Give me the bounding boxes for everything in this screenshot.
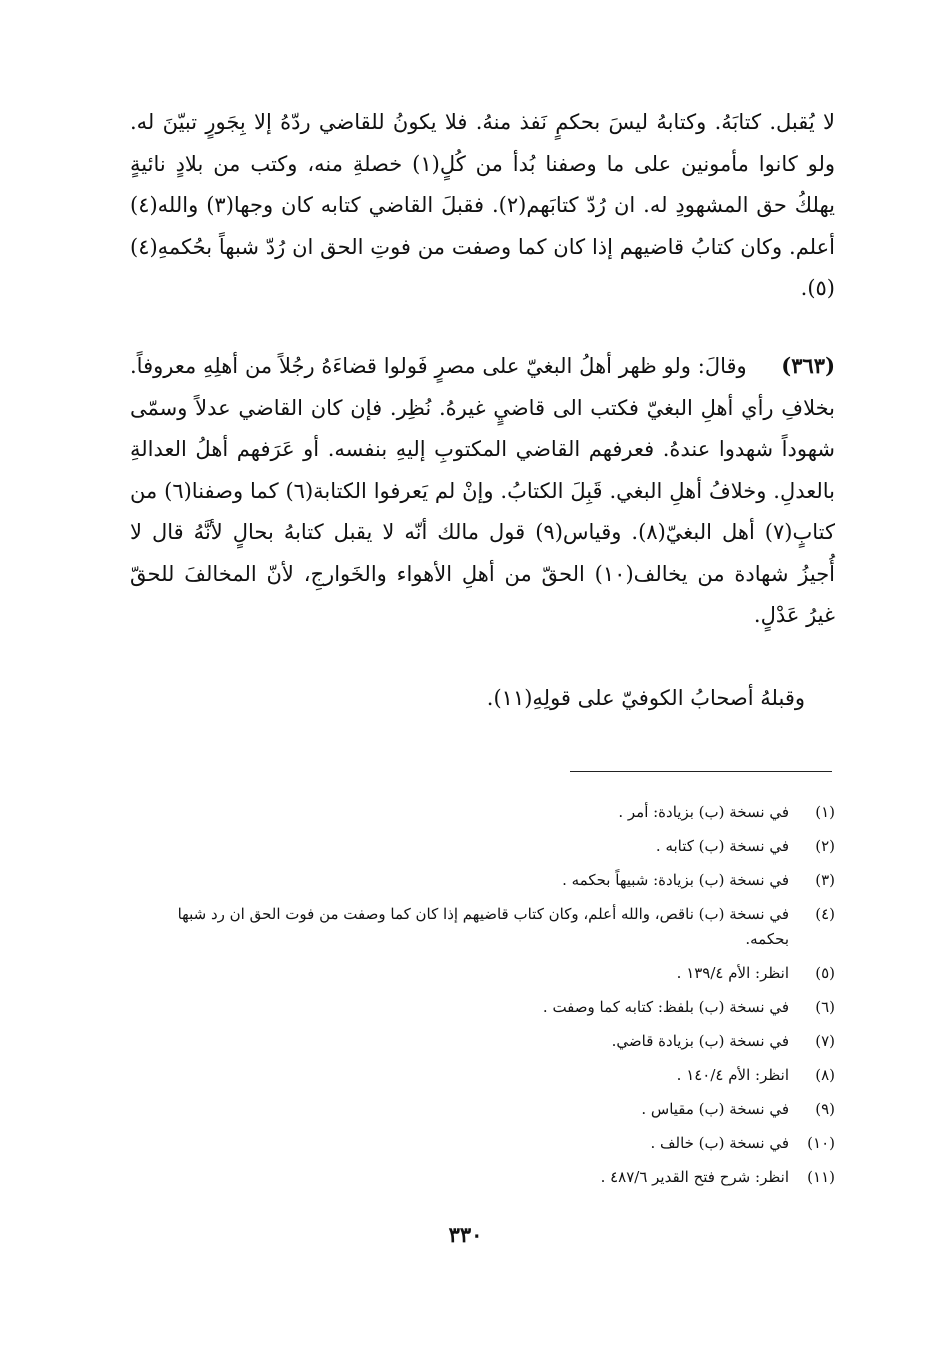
- footnote-text: في نسخة (ب) بزيادة قاضي.: [611, 1032, 789, 1050]
- footnote-number: (٤): [815, 905, 835, 923]
- footnote-text: انظر: الأم ١٤٠/٤ .: [676, 1066, 789, 1084]
- footnote-separator: [570, 771, 832, 772]
- footnote-text: في نسخة (ب) بزيادة: أمر .: [618, 803, 789, 821]
- footnote-number: (٦): [815, 998, 835, 1016]
- footnote-item: [130, 1097, 835, 1122]
- footnote-text: في نسخة (ب) مقياس .: [641, 1100, 789, 1118]
- footnote-item: [130, 961, 835, 986]
- footnote-text: في نسخة (ب) ناقص، والله أعلم، وكان كتاب قاضيهم إذا كان كما وصفت من فوت الحق ان رد شبها بحكمه.: [177, 905, 789, 948]
- footnote-item: [130, 995, 835, 1020]
- footnote-item: [130, 800, 835, 825]
- footnote-number: (٧): [815, 1032, 835, 1050]
- footnote-item: [130, 834, 835, 859]
- footnote-item: [130, 1165, 835, 1190]
- footnote-item: [130, 868, 835, 893]
- footnote-number: (١١): [807, 1168, 835, 1186]
- footnote-number: (٣): [815, 871, 835, 889]
- paragraph-2: [130, 345, 835, 637]
- paragraph-1-text: لا يُقبل. كتابَهُ. وكتابهُ ليسَ بحكمٍ نَفذ منهُ. فلا يكونُ للقاضي ردّهُ إلا بِجَورٍ تبيّنَ له. ولو كانوا مأمونين على ما وصفنا بُدأ من كُلٍ(١) خصلةِ منه، وكتب من بلادٍ نائيةٍ يهلكُ حق المشهودِ له. ان رُدّ كتابَهم(٢). فقبلَ القاضي كتابه كان وجها(٣) والله(٤) أعلم. وكان كتابُ قاضيهم إذا كان كما وصفت من فوتِ الحق ان رُدّ شبهاً بحُكمهِ(٤) (٥).: [130, 110, 836, 300]
- footnote-text: انظر: شرح فتح القدير ٤٨٧/٦ .: [600, 1168, 789, 1186]
- paragraph-2-text: وقالَ: ولو ظهر أهلُ البغيّ على مصرٍ فَولوا قضاءَهُ رجُلاً من أهلِهِ معروفاً. بخلافِ رأي أهلِ البغيّ فكتب الى قاضيٍ غيرهُ. نُظِر. فإن كان القاضي عدلاً وسمّى شهوداً شهدوا عندهُ. فعرفهم القاضي المكتوبِ إليهِ بنفسه. أو عَرَفهم أهلُ العدالةِ بالعدلِ. وخلافُ أهلِ البغي. قَبِلَ الكتابُ. وإنْ لم يَعرفوا الكتابة(٦) كما وصفنا(٦) من كتابٍ(٧) أهل البغيّ(٨). وقياس(٩) قول مالك أنّه لا يقبل كتابهُ بحالٍ لأنَّهُ قال لا أُجيزُ شهادة من يخالف(١٠) الحقّ من أهلِ الأهواء والخَوارجِ، لأنّ المخالفَ للحقّ غيرُ عَدْلٍ.: [130, 354, 836, 627]
- footnote-number: (٨): [815, 1066, 835, 1084]
- footnotes-list: [130, 800, 835, 1199]
- footnote-item: [130, 902, 835, 952]
- footnote-item: [130, 1029, 835, 1054]
- footnote-text: في نسخة (ب) بلفظ: كتابه كما وصفت .: [542, 998, 789, 1016]
- page-number: ٣٣٠: [448, 1222, 483, 1247]
- footnote-item: [130, 1063, 835, 1088]
- footnote-number: (٩): [815, 1100, 835, 1118]
- footnote-number: (١٠): [807, 1134, 835, 1152]
- footnote-text: في نسخة (ب) بزيادة: شبيهاً بحكمه .: [562, 871, 789, 889]
- paragraph-1: [130, 102, 835, 310]
- footnote-item: [130, 1131, 835, 1156]
- paragraph-3: [130, 678, 835, 720]
- footnote-text: في نسخة (ب) كتابه .: [655, 837, 789, 855]
- section-number: (٣٦٣): [781, 353, 835, 378]
- paragraph-3-text: وقبلهُ أصحابُ الكوفيّ على قولِهِ(١١).: [486, 686, 805, 710]
- footnote-number: (٥): [815, 964, 835, 982]
- footnote-text: انظر: الأم ١٣٩/٤ .: [676, 964, 789, 982]
- footnote-text: في نسخة (ب) خالف .: [650, 1134, 789, 1152]
- footnote-number: (٢): [815, 837, 835, 855]
- footnote-number: (١): [815, 803, 835, 821]
